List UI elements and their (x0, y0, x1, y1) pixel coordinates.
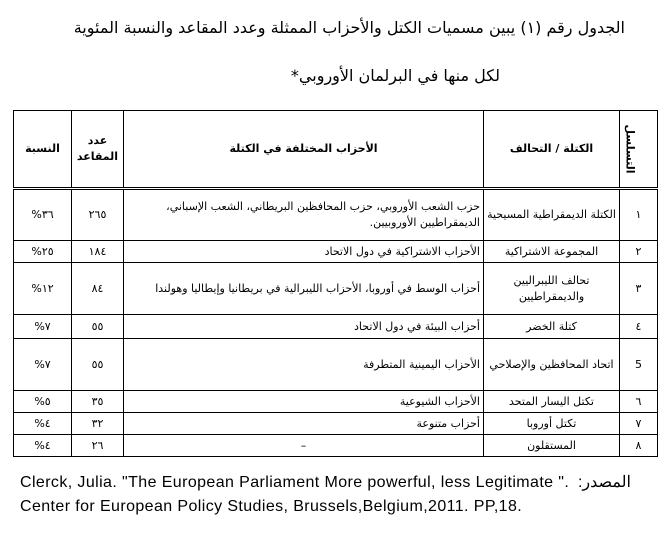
cell-parties: الأحزاب الشيوعية (124, 391, 484, 413)
header-bloc: الكتلة / التحالف (484, 111, 620, 189)
cell-parties: الأحزاب اليمينية المتطرفة (124, 339, 484, 391)
table-row (14, 391, 658, 413)
cell-pct: ١٢% (14, 263, 72, 315)
cell-parties: أحزاب الوسط في أوروبا، الأحزاب الليبرالية في بريطانيا وإيطاليا وهولندا (124, 263, 484, 315)
cell-seq: ٦ (620, 391, 658, 413)
cell-bloc: تحالف الليبراليين والديمقراطيين (484, 263, 620, 315)
cell-seats: ٣٥ (72, 391, 124, 413)
header-seats: عدد المقاعد (72, 111, 124, 189)
cell-pct: ٤% (14, 413, 72, 435)
cell-bloc: اتحاد المحافظين والإصلاحي (484, 339, 620, 391)
cell-seq: ٣ (620, 263, 658, 315)
source-citation (20, 471, 631, 519)
cell-bloc: الكتلة الديمقراطية المسيحية (484, 189, 620, 241)
cell-pct: ٢٥% (14, 241, 72, 263)
cell-seats: ٥٥ (72, 315, 124, 339)
parliament-blocs-table (13, 110, 658, 457)
table-header-row (14, 111, 658, 189)
table-row (14, 241, 658, 263)
cell-seq: ٤ (620, 315, 658, 339)
cell-seats: ٢٦٥ (72, 189, 124, 241)
source-label: المصدر: (577, 474, 631, 491)
cell-seq: ١ (620, 189, 658, 241)
cell-seats: ١٨٤ (72, 241, 124, 263)
table-row (14, 339, 658, 391)
cell-pct: ٧% (14, 339, 72, 391)
table-row (14, 435, 658, 457)
cell-seq: ٨ (620, 435, 658, 457)
header-parties: الأحزاب المختلفة في الكتلة (124, 111, 484, 189)
cell-bloc: المجموعة الاشتراكية (484, 241, 620, 263)
table-caption-line-1: الجدول رقم (١) يبين مسميات الكتل والأحزاب الممثلة وعدد المقاعد والنسبة المئوية (73, 18, 625, 37)
source-text: Clerck, Julia. "The European Parliament More powerful, less Legitimate ". Center for European Policy Studies, Brussels,Belgium,2011. PP,18. (20, 474, 570, 515)
table-caption-line-2: لكل منها في البرلمان الأوروبي* (290, 66, 500, 85)
table-row (14, 263, 658, 315)
cell-parties: أحزاب متنوعة (124, 413, 484, 435)
table-row (14, 413, 658, 435)
cell-parties: الأحزاب الاشتراكية في دول الاتحاد (124, 241, 484, 263)
cell-seq: ٢ (620, 241, 658, 263)
cell-pct: ٣٦% (14, 189, 72, 241)
cell-bloc: المستقلون (484, 435, 620, 457)
cell-bloc: كتلة الخضر (484, 315, 620, 339)
cell-pct: ٧% (14, 315, 72, 339)
table-row (14, 315, 658, 339)
cell-seats: ٢٦ (72, 435, 124, 457)
cell-parties: أحزاب البيئة في دول الاتحاد (124, 315, 484, 339)
cell-bloc: تكتل أوروبا (484, 413, 620, 435)
cell-seats: ٥٥ (72, 339, 124, 391)
cell-pct: ٥% (14, 391, 72, 413)
cell-seats: ٨٤ (72, 263, 124, 315)
cell-bloc: تكتل اليسار المتحد (484, 391, 620, 413)
cell-seq: 5 (620, 339, 658, 391)
cell-seats: ٣٢ (72, 413, 124, 435)
header-pct: النسبة (14, 111, 72, 189)
table-row (14, 189, 658, 241)
cell-pct: ٤% (14, 435, 72, 457)
cell-parties: حزب الشعب الأوروبي، حزب المحافظين البريطاني، الشعب الإسباني، الديمقراطيين الأوروبيين. (124, 189, 484, 241)
cell-parties: – (124, 435, 484, 457)
cell-seq: ٧ (620, 413, 658, 435)
header-seq: التسلسل (620, 111, 658, 189)
